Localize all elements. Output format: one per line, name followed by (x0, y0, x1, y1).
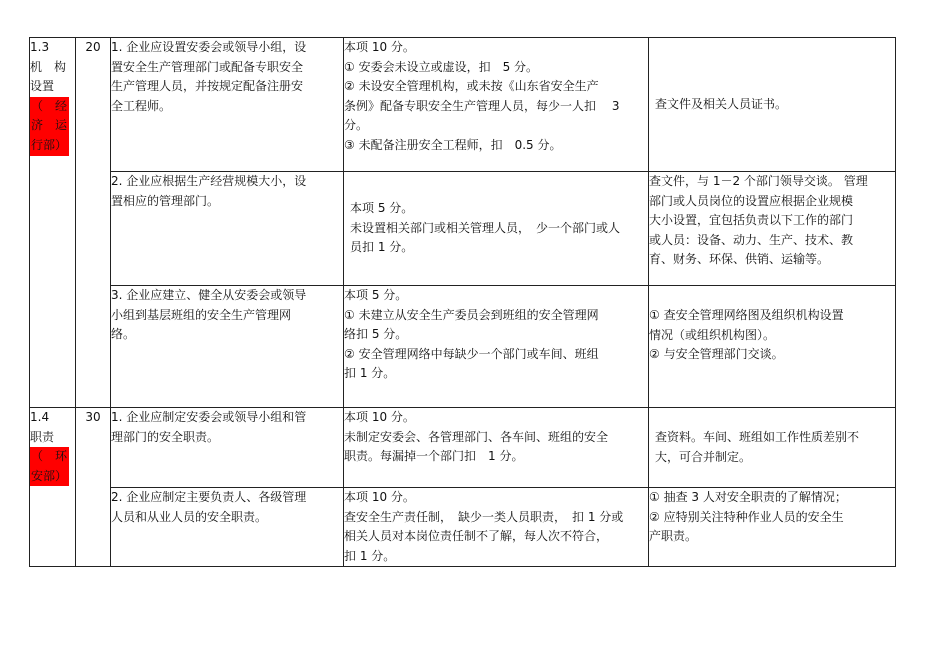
score-cell: 20 (76, 38, 111, 408)
check-line: ② 应特别关注特种作业人员的安全生 (649, 509, 844, 524)
standard-cell (344, 286, 649, 408)
standard-line: 络扣 5 分。 (344, 327, 408, 342)
table-row (30, 38, 896, 172)
check-line: 情况（或组织机构图）。 (649, 327, 776, 342)
standard-line: ③ 未配备注册安全工程师，扣 0.5 分。 (344, 137, 562, 152)
check-method-cell (649, 408, 896, 488)
check-line: 育、财务、环保、供销、运输等。 (649, 252, 830, 267)
department-line: 安部） (31, 468, 68, 483)
check-line: ① 查安全管理网络图及组织机构设置 (649, 308, 844, 322)
standard-line: 扣 1 分。 (344, 366, 396, 381)
check-line: 部门或人员岗位的设置应根据企业规模 (649, 193, 854, 208)
check-line: 大小设置，宜包括负责以下工作的部门 (649, 213, 854, 228)
standard-line: 本项 10 分。 (344, 410, 415, 424)
standard-line: ② 安全管理网络中每缺少一个部门或车间、班组 (344, 346, 599, 361)
department-line: （ 经 (31, 98, 68, 113)
requirement-line: 人员和从业人员的安全职责。 (111, 509, 268, 524)
requirement-cell (111, 172, 344, 286)
check-method-cell (649, 286, 896, 408)
standard-cell (344, 408, 649, 488)
standard-line: ① 未建立从安全生产委员会到班组的安全管理网 (344, 307, 599, 322)
department-line: （ 环 (31, 449, 68, 464)
standard-line: 分。 (344, 118, 369, 133)
requirement-line: 置安全生产管理部门或配备专职安全 (111, 59, 304, 74)
section-number: 1.4 (30, 410, 50, 424)
requirement-line: 2. 企业应制定主要负责人、各级管理 (111, 490, 307, 504)
department-tag (30, 97, 69, 156)
department-line: 济 运 (31, 118, 68, 133)
standard-line: 条例》配备专职安全生产管理人员，每少一人扣 3 (344, 98, 620, 113)
requirement-line: 络。 (111, 327, 136, 342)
assessment-table (29, 37, 896, 567)
check-line: ① 抽查 3 人对安全职责的了解情况； (649, 490, 847, 504)
table-row (30, 408, 896, 488)
department-tag (30, 447, 69, 486)
table-row (30, 488, 896, 567)
requirement-line: 置相应的管理部门。 (111, 193, 220, 208)
standard-line: 本项 10 分。 (344, 490, 415, 504)
standard-line: 本项 5 分。 (350, 201, 414, 216)
check-line: 产职责。 (649, 529, 698, 544)
check-line: 大，可合并制定。 (655, 449, 752, 464)
requirement-cell (111, 488, 344, 567)
requirement-cell (111, 38, 344, 172)
standard-line: 扣 1 分。 (344, 548, 396, 563)
section-name-line: 职责 (30, 429, 55, 444)
score-cell: 30 (76, 408, 111, 567)
standard-line: 职责。每漏掉一个部门扣 1 分。 (344, 449, 524, 464)
requirement-line: 3. 企业应建立、健全从安委会或领导 (111, 288, 307, 302)
section-name-line: 设置 (30, 79, 55, 94)
check-method-cell (649, 38, 896, 172)
requirement-line: 生产管理人员，并按规定配备注册安 (111, 79, 304, 94)
check-method-cell (649, 488, 896, 567)
standard-cell (344, 172, 649, 286)
check-line: 查资料。车间、班组如工作性质差别不 (655, 429, 860, 444)
standard-line: 查安全生产责任制， 缺少一类人员职责， 扣 1 分或 (344, 509, 624, 524)
standard-line: 未设置相关部门或相关管理人员， 少一个部门或人 (350, 220, 621, 235)
department-line: 行部） (31, 137, 68, 152)
requirement-line: 2. 企业应根据生产经营规模大小，设 (111, 174, 307, 188)
standard-cell (344, 38, 649, 172)
standard-line: ① 安委会未设立或虚设，扣 5 分。 (344, 59, 539, 74)
check-line: 或人员：设备、动力、生产、技术、教 (649, 232, 854, 247)
section-number: 1.3 (30, 40, 50, 54)
check-line: ② 与安全管理部门交谈。 (649, 347, 784, 362)
standard-line: 员扣 1 分。 (350, 240, 414, 255)
standard-cell (344, 488, 649, 567)
check-line: 查文件及相关人员证书。 (655, 96, 788, 111)
check-method-cell (649, 172, 896, 286)
requirement-line: 全工程师。 (111, 98, 172, 113)
requirement-line: 1. 企业应制定安委会或领导小组和管 (111, 410, 307, 424)
standard-line: 相关人员对本岗位责任制不了解，每人次不符合， (344, 529, 609, 544)
standard-line: 未制定安委会、各管理部门、各车间、班组的安全 (344, 429, 609, 444)
section-cell (30, 38, 76, 408)
section-cell (30, 408, 76, 567)
requirement-line: 1. 企业应设置安委会或领导小组，设 (111, 40, 307, 54)
standard-line: ② 未设安全管理机构，或未按《山东省安全生产 (344, 79, 599, 94)
standard-line: 本项 10 分。 (344, 40, 415, 54)
table-row (30, 172, 896, 286)
requirement-cell (111, 286, 344, 408)
section-name-line: 机 构 (30, 59, 67, 74)
requirement-line: 小组到基层班组的安全生产管理网 (111, 307, 292, 322)
requirement-cell (111, 408, 344, 488)
standard-line: 本项 5 分。 (344, 288, 408, 302)
table-row (30, 286, 896, 408)
check-line: 查文件，与 1－2 个部门领导交谈。 管理 (649, 174, 868, 188)
requirement-line: 理部门的安全职责。 (111, 429, 220, 444)
